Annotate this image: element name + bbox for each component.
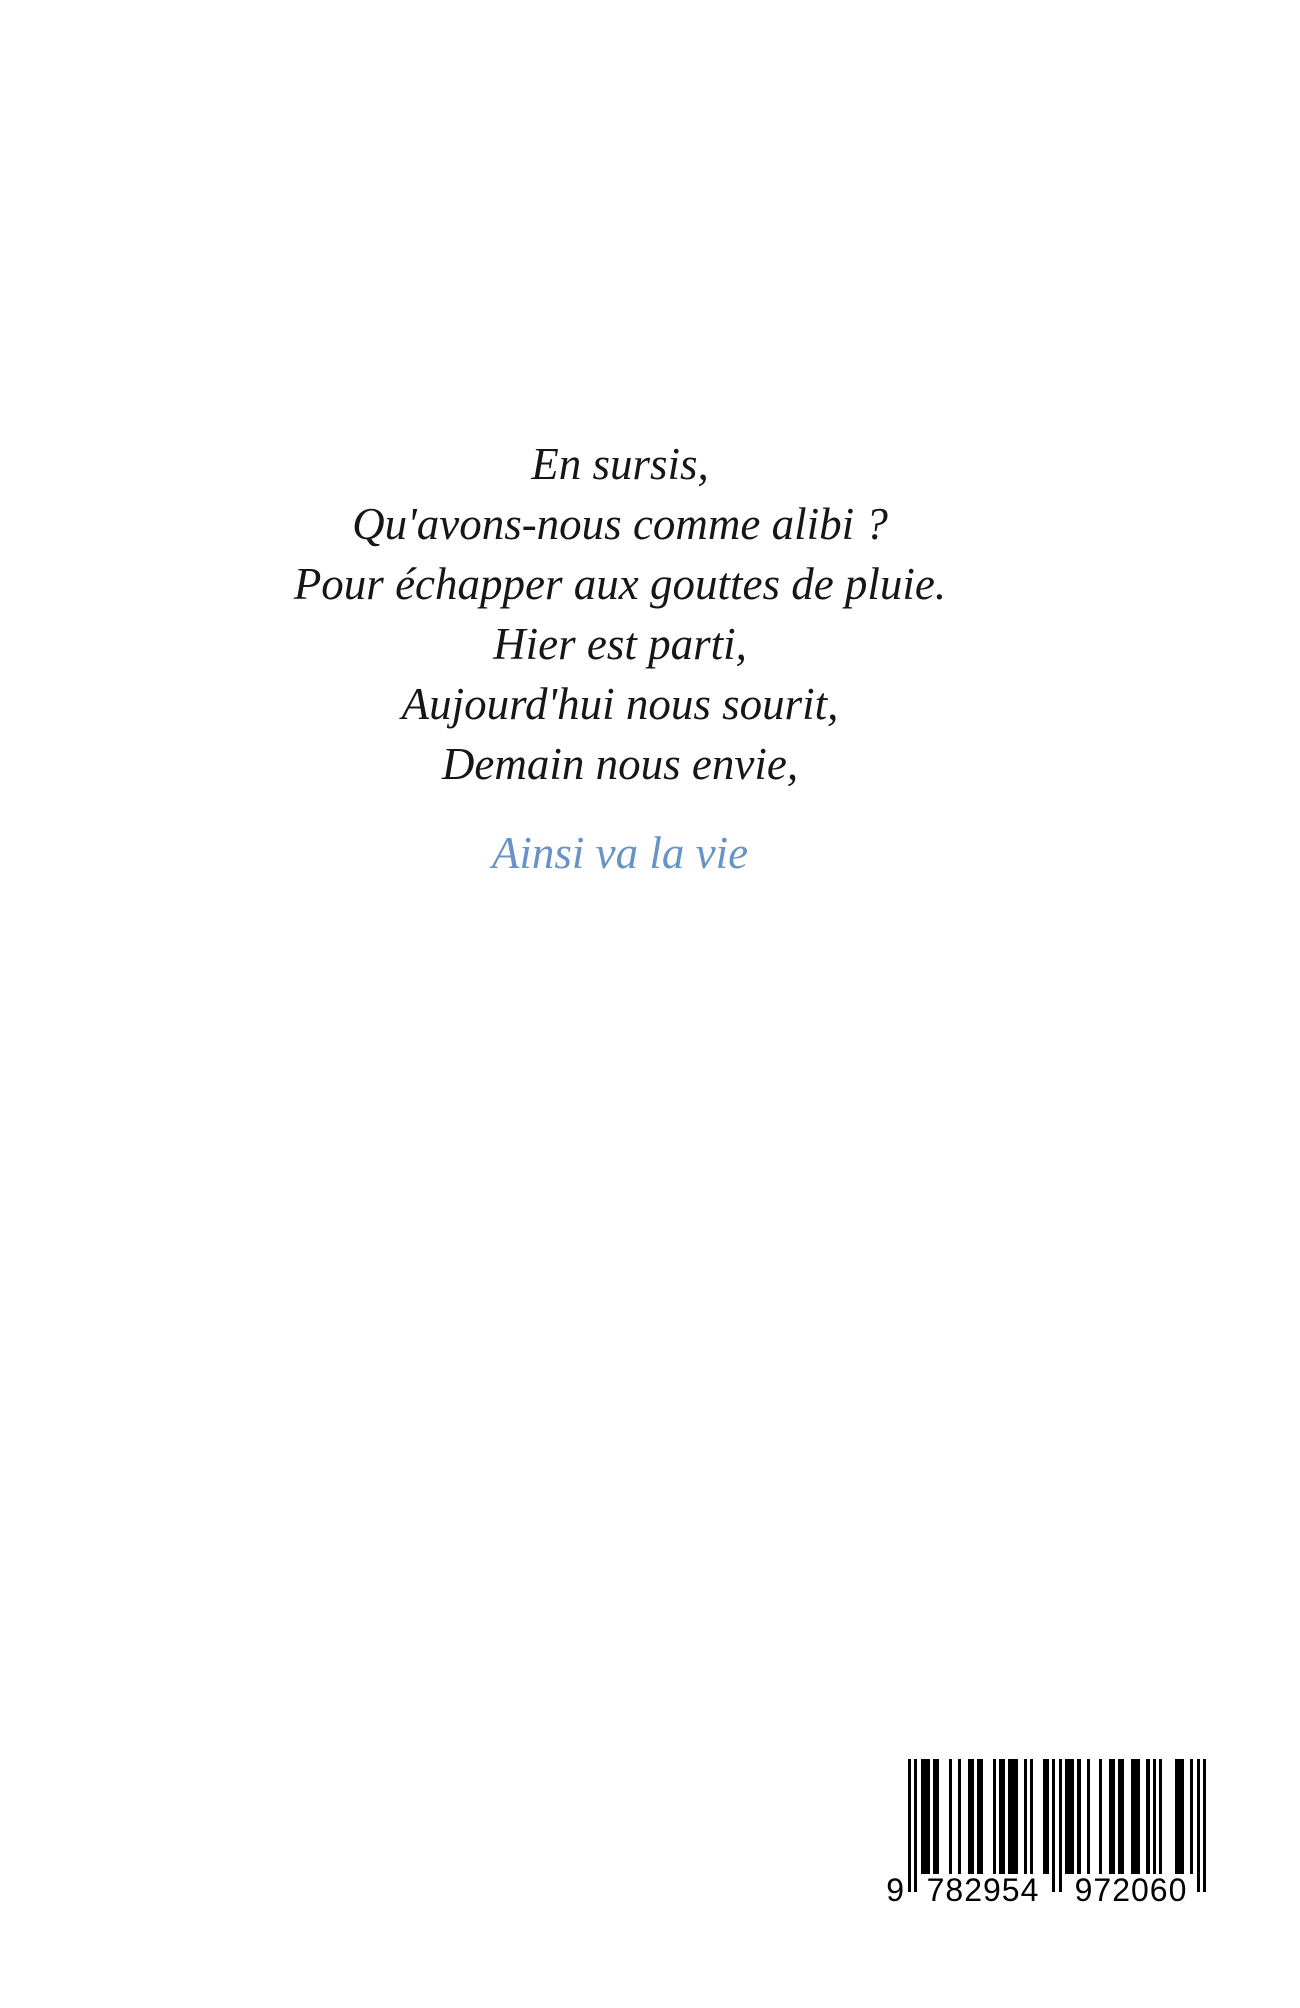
barcode-bar: [1190, 1759, 1193, 1877]
barcode-bar: [1197, 1759, 1200, 1892]
poem: [0, 434, 1240, 794]
barcode-bar: [1159, 1759, 1162, 1877]
poem-line: Demain nous envie,: [441, 739, 799, 789]
poem-line: En sursis,: [531, 439, 709, 489]
barcode-bar: [1052, 1759, 1055, 1892]
tagline: Ainsi va la vie: [491, 828, 749, 878]
barcode-bar: [933, 1759, 939, 1877]
barcode-bar: [1043, 1759, 1049, 1877]
barcode-bar: [1131, 1759, 1140, 1877]
barcode-bar: [1099, 1759, 1102, 1877]
barcode-bar: [977, 1759, 983, 1877]
barcode-bar: [908, 1759, 911, 1892]
barcode-bar: [1087, 1759, 1090, 1877]
poem-line: Qu'avons-nous comme alibi ?: [352, 499, 888, 549]
poem-line: Pour échapper aux gouttes de pluie.: [293, 559, 947, 609]
barcode-bar: [1030, 1759, 1033, 1877]
poem-line: Aujourd'hui nous sourit,: [401, 679, 839, 729]
barcode-bar: [1203, 1759, 1206, 1892]
barcode-bar: [999, 1759, 1005, 1877]
barcode-bar: [1146, 1759, 1149, 1877]
barcode-leading-digit: 9: [878, 1874, 904, 1906]
barcode-bar: [993, 1759, 996, 1877]
barcode-bar: [1153, 1759, 1156, 1877]
barcode-bar: [1024, 1759, 1027, 1877]
barcode-bar: [914, 1759, 917, 1892]
barcode-bar: [968, 1759, 974, 1877]
barcode-bar: [1008, 1759, 1017, 1877]
barcode-digit-group-2: 972060: [1065, 1874, 1197, 1906]
barcode-bar: [1065, 1759, 1074, 1877]
barcode-bar: [1175, 1759, 1184, 1877]
barcode-digit-group-1: 782954: [917, 1874, 1049, 1906]
barcode-bar: [1109, 1759, 1115, 1877]
barcode-bar: [949, 1759, 952, 1877]
barcode-bar: [921, 1759, 930, 1877]
barcode-bar: [958, 1759, 961, 1877]
ean13-barcode: [886, 1759, 1208, 1909]
barcode-bar: [1077, 1759, 1080, 1877]
barcode-bar: [1118, 1759, 1124, 1877]
barcode-bar: [1059, 1759, 1062, 1892]
poem-line: Hier est parti,: [493, 619, 747, 669]
